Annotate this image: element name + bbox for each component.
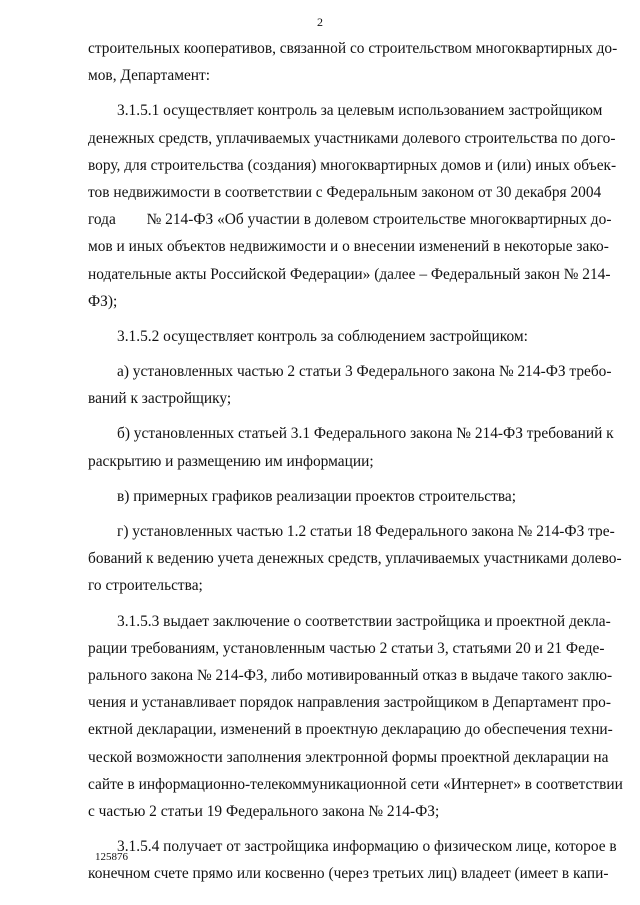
paragraph-1-line-4: года № 214-ФЗ «Об участии в долевом строительстве многоквартирных до-	[88, 211, 612, 229]
paragraph-0-line-0: строительных кооперативов, связанной со строительством многоквартирных до-	[88, 40, 618, 57]
paragraph-7-line-5: ческой возможности заполнения электронной формы проектной декларации на	[88, 748, 609, 766]
paragraph-7-line-3: чения и устанавливает порядок направления застройщиком в Департамент про-	[88, 694, 611, 712]
paragraph-2-line-0: 3.1.5.2 осуществляет контроль за соблюдением застройщиком:	[117, 327, 528, 345]
paragraph-1-line-1: денежных средств, уплачиваемых участниками долевого строительства по дого-	[88, 129, 616, 147]
paragraph-1-line-3: тов недвижимости в соответствии с Федеральным законом от 30 декабря 2004	[88, 183, 602, 201]
page-number: 2	[317, 15, 323, 29]
paragraph-4-line-1: раскрытию и размещению им информации;	[88, 452, 374, 470]
paragraph-7-line-7: с частью 2 статьи 19 Федерального закона № 214-ФЗ;	[88, 802, 440, 820]
paragraph-3-line-0: а) установленных частью 2 статьи 3 Федерального закона № 214-ФЗ требо-	[117, 363, 612, 381]
paragraph-7-line-1: рации требованиям, установленным частью 2 статьи 3, статьями 20 и 21 Феде-	[88, 639, 605, 657]
paragraph-6-line-2: го строительства;	[88, 577, 203, 595]
document-code: 125876	[95, 851, 128, 863]
paragraph-1-line-6: нодательные акты Российской Федерации» (далее – Федеральный закон № 214-	[88, 265, 611, 283]
paragraph-4-line-0: б) установленных статьей 3.1 Федерального закона № 214-ФЗ требований к	[117, 425, 614, 443]
paragraph-3-line-1: ваний к застройщику;	[88, 390, 232, 408]
paragraph-1-line-7: ФЗ);	[88, 292, 118, 310]
paragraph-1-line-0: 3.1.5.1 осуществляет контроль за целевым использованием застройщиком	[117, 102, 603, 120]
document-body	[88, 35, 623, 887]
paragraph-1-line-2: вору, для строительства (создания) многоквартирных домов и (или) иных объек-	[88, 156, 617, 174]
paragraph-6-line-1: бований к ведению учета денежных средств, уплачиваемых участниками долево-	[88, 550, 622, 568]
paragraph-7-line-4: ектной декларации, изменений в проектную декларацию до обеспечения техни-	[88, 721, 613, 739]
paragraph-6-line-0: г) установленных частью 1.2 статьи 18 Федерального закона № 214-ФЗ тре-	[117, 523, 615, 540]
paragraph-7-line-6: сайте в информационно-телекоммуникационной сети «Интернет» в соответствии	[88, 775, 623, 793]
paragraph-8-line-1: конечном счете прямо или косвенно (через третьих лиц) владеет (имеет в капи-	[88, 865, 609, 883]
paragraph-5-line-0: в) примерных графиков реализации проектов строительства;	[117, 487, 517, 505]
paragraph-7-line-2: рального закона № 214-ФЗ, либо мотивированный отказ в выдаче такого заклю-	[88, 666, 613, 684]
paragraph-7-line-0: 3.1.5.3 выдает заключение о соответствии застройщика и проектной декла-	[117, 612, 611, 630]
paragraph-1-line-5: мов и иных объектов недвижимости и о внесении изменений в некоторые зако-	[88, 238, 609, 256]
paragraph-0-line-1: мов, Департамент:	[88, 67, 211, 85]
paragraph-8-line-0: 3.1.5.4 получает от застройщика информацию о физическом лице, которое в	[117, 838, 617, 856]
